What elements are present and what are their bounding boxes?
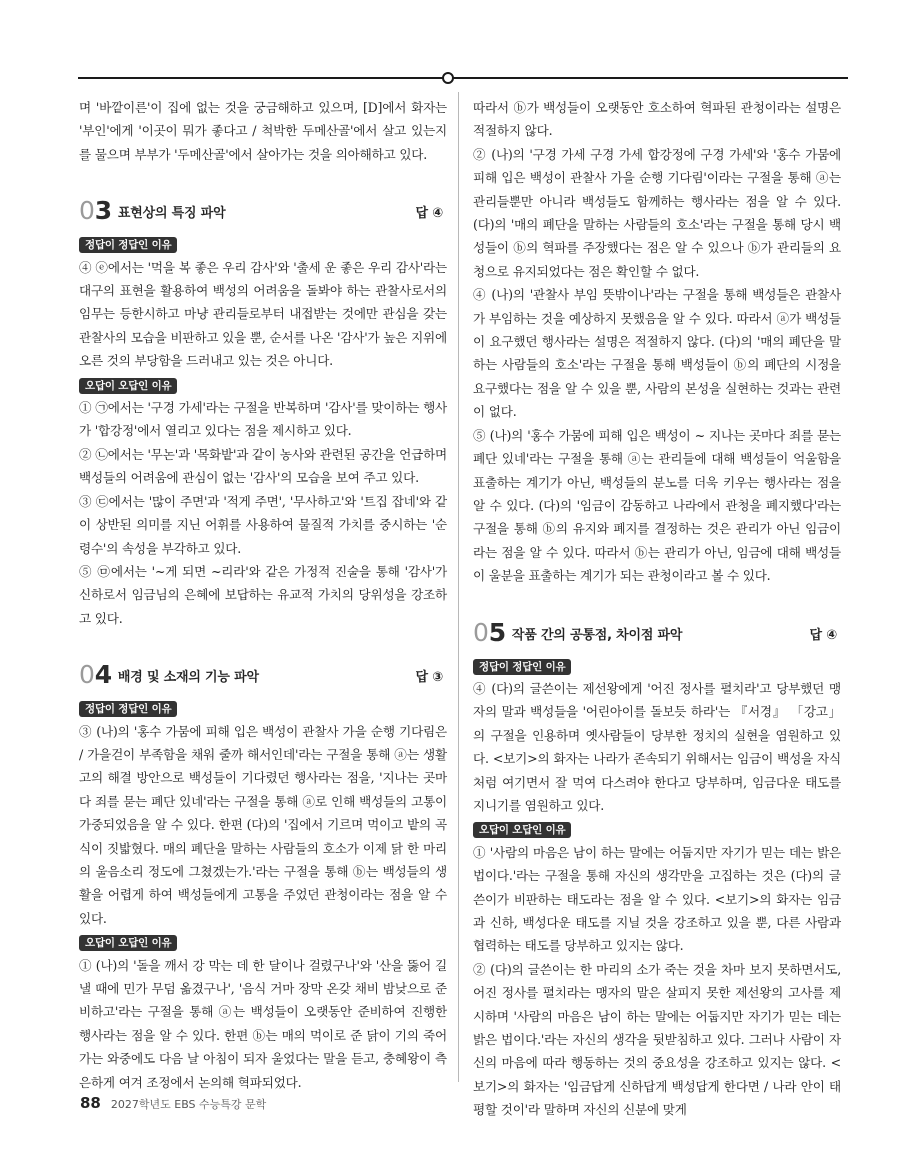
wrong-explanation: ⑤ ㉤에서는 '~게 되면 ~리라'와 같은 가정적 진술을 통해 '감사'가 신하로서 임금님의 은혜에 보답하는 유교적 가치의 당위성을 강조하고 있다.	[79, 563, 447, 626]
question-title: 표현상의 특징 파악	[117, 206, 226, 222]
wrong-reason-badge: 오답이 오답인 이유	[79, 935, 177, 951]
correct-explanation: ④ (다)의 글쓴이는 제선왕에게 '어진 정사를 펼치라'고 당부했던 맹자의 말과 백성들을 '어린아이를 돌보듯 하라'는 『서경』 「강고」의 구절을 인용하며 옛사람들이 당부한 정치의 실현을 염원하고 있다. <보기>의 화자는 나라가 존속되기 위해서는 임금이 백성을 자식처럼 여기면서 잘 먹여 다스려야 한다고 당부하며, 임금다운 태도를 지니기를 염원하고 있다.	[473, 680, 841, 813]
page-footer	[80, 1094, 266, 1112]
wrong-explanation: ① (나)의 '돌을 깨서 강 막는 데 한 달이나 걸렸구나'와 '산을 뚫어 길 낼 때에 민가 무덤 옮겼구나', '음식 거마 장막 온갖 채비 밤낮으로 준비하고'라는 구절을 통해 ⓐ는 백성들이 오랫동안 준비하여 진행한 행사라는 점을 알 수 있다. 한편 ⓑ는 매의 먹이로 준 닭이 기의 죽어 가는 와중에도 다음 날 아침이 되자 울었다는 말을 듣고, 충혜왕이 측은하게 여겨 조정에서 논의해 혁파되었다.	[79, 957, 447, 1090]
page-number: 88	[80, 1094, 101, 1112]
wrong-reason-badge: 오답이 오답인 이유	[473, 822, 571, 838]
question-03-header	[79, 196, 447, 224]
question-04-header	[79, 660, 447, 688]
correct-reason-badge: 정답이 정답인 이유	[473, 659, 571, 675]
right-column	[473, 96, 841, 1122]
book-title: 2027학년도 EBS 수능특강 문학	[110, 1098, 267, 1111]
wrong-explanation: ② (나)의 '구경 가세 구경 가세 합강정에 구경 가세'와 '홍수 가뭄에 피해 입은 백성이 관찰사 가을 순행 기다림'이라는 구절을 통해 ⓐ는 관리들뿐만 아니라 백성들도 함께하는 행사라는 점을 알 수 있다. (다)의 '매의 폐단을 말하는 사람들의 호소'라는 구절을 통해 당시 백성들이 ⓑ의 혁파를 주장했다는 점은 알 수 있으나 ⓑ가 관리들의 요청으로 유지되었다는 점은 확인할 수 없다.	[473, 146, 841, 279]
top-rule	[78, 77, 848, 79]
wrong-explanation: ① '사람의 마음은 남이 하는 말에는 어둡지만 자기가 믿는 데는 밝은 법이다.'라는 구절을 통해 자신의 생각만을 고집하는 것은 (다)의 글쓴이가 비판하는 태도라는 점을 알 수 있다. <보기>의 화자는 임금과 신하, 백성다운 태도를 지닐 것을 강조하고 있을 뿐, 다른 사람과 협력하는 태도를 당부하고 있지는 않다.	[473, 844, 841, 954]
question-number: 04	[79, 660, 112, 690]
answer-label: 답 ④	[415, 206, 443, 222]
intro-paragraph: 며 '바깥이른'이 집에 없는 것을 궁금해하고 있으며, [D]에서 화자는 '부인'에게 '이곳이 뭐가 좋다고 / 척박한 두메산골'에서 살고 있는지를 물으며 부부가 '두메산골'에서 살아가는 것을 의아해하고 있다.	[79, 100, 447, 162]
column-divider	[458, 92, 459, 1082]
answer-label: 답 ③	[415, 670, 443, 686]
wrong-explanation: ③ ㉢에서는 '많이 주면'과 '적게 주면', '무사하고'와 '트집 잡네'와 같이 상반된 의미를 지닌 어휘를 사용하여 물질적 가치를 중시하는 '순령수'의 속성을 부각하고 있다.	[79, 493, 447, 556]
wrong-explanation: 따라서 ⓑ가 백성들이 오랫동안 호소하여 혁파된 관청이라는 설명은 적절하지 않다.	[473, 100, 841, 139]
wrong-explanation: ① ㉠에서는 '구경 가세'라는 구절을 반복하며 '감사'를 맞이하는 행사가 '합강정'에서 열리고 있다는 점을 제시하고 있다.	[79, 400, 447, 439]
answer-label: 답 ④	[809, 627, 837, 643]
correct-reason-badge: 정답이 정답인 이유	[79, 701, 177, 717]
correct-explanation: ③ (나)의 '홍수 가뭄에 피해 입은 백성이 관찰사 가을 순행 기다림은 / 가을걷이 부족함을 채워 줄까 해서인데'라는 구절을 통해 ⓐ는 생활고의 해결 방안으로 백성들이 기다렸던 행사라는 점을, '지나는 곳마다 죄를 묻는 폐단 있네'라는 구절을 통해 ⓐ로 인해 백성들의 고통이 가중되었음을 알 수 있다. 한편 (다)의 '집에서 기르며 먹이고 밭의 곡식이 짓밟혔다. 매의 폐단을 말하는 사람들의 호소가 이제 닭 한 마리의 울음소리 정도에 그쳤겠는가.'라는 구절을 통해 ⓑ는 백성들의 생활을 어렵게 하여 백성들에게 고통을 주었던 관청이라는 점을 알 수 있다.	[79, 723, 447, 926]
question-number: 05	[473, 617, 506, 647]
question-title: 배경 및 소재의 기능 파악	[117, 670, 259, 686]
left-column	[79, 96, 447, 1094]
wrong-explanation: ② (다)의 글쓴이는 한 마리의 소가 죽는 것을 차마 보지 못하면서도, 어진 정사를 펼치라는 맹자의 말은 살피지 못한 제선왕의 고사를 제시하며 '사람의 마음은 남이 하는 말에는 어둡지만 자기가 믿는 데는 밝은 법이다.'라는 자신의 생각을 뒷받침하고 있다. 그러나 사람이 자신의 마음에 따라 행동하는 것의 중요성을 강조하고 있지는 않다. <보기>의 화자는 '임금답게 신하답게 백성답게 한다면 / 나라 안이 태평할 것이'라 말하며 자신의 신분에 맞게	[473, 961, 841, 1118]
wrong-explanation: ⑤ (나)의 '홍수 가뭄에 피해 입은 백성이 ~ 지나는 곳마다 죄를 묻는 폐단 있네'라는 구절을 통해 ⓐ는 관리들에 대해 백성들이 억울함을 표출하는 계기가 아닌, 백성들의 분노를 더욱 키우는 행사라는 점을 알 수 있다. (다)의 '임금이 감동하고 나라에서 관청을 폐지했다'라는 구절을 통해 ⓑ의 유지와 폐지를 결정하는 것은 관리가 아닌 임금이라는 점을 알 수 있다. 따라서 ⓑ는 관리가 아닌, 임금에 대해 백성들이 울분을 표출하는 계기가 되는 관청이라고 볼 수 있다.	[473, 427, 841, 584]
correct-explanation: ④ ⓔ에서는 '먹을 복 좋은 우리 감사'와 '출세 운 좋은 우리 감사'라는 대구의 표현을 활용하여 백성의 어려움을 돌봐야 하는 관찰사로서의 임무는 등한시하고 마냥 관리들로부터 내접받는 것에만 관심을 갖는 관찰사의 모습을 비판하고 있을 뿐, 순서를 나온 '감사'가 높은 지위에 오른 것의 부당함을 드러내고 있는 것은 아니다.	[79, 259, 447, 369]
wrong-explanation: ② ㉡에서는 '무논'과 '목화밭'과 같이 농사와 관련된 공간을 언급하며 백성들의 어려움에 관심이 없는 '감사'의 모습을 보여 주고 있다.	[79, 446, 447, 486]
question-number: 03	[79, 196, 112, 226]
question-title: 작품 간의 공통점, 차이점 파악	[511, 627, 683, 643]
question-05-header	[473, 618, 841, 646]
correct-reason-badge: 정답이 정답인 이유	[79, 237, 177, 253]
top-rule-ornament	[442, 72, 454, 84]
wrong-reason-badge: 오답이 오답인 이유	[79, 378, 177, 394]
wrong-explanation: ④ (나)의 '관찰사 부임 뜻밖이나'라는 구절을 통해 백성들은 관찰사가 부임하는 것을 예상하지 못했음을 알 수 있다. 따라서 ⓐ가 백성들이 요구했던 행사라는 설명은 적절하지 않다. (다)의 '매의 폐단을 말하는 사람들의 호소'라는 구절을 통해 백성들이 ⓑ의 폐단의 시정을 요구했다는 점을 알 수 있을 뿐, 사람의 본성을 실현하는 것과는 관련이 없다.	[473, 287, 841, 420]
